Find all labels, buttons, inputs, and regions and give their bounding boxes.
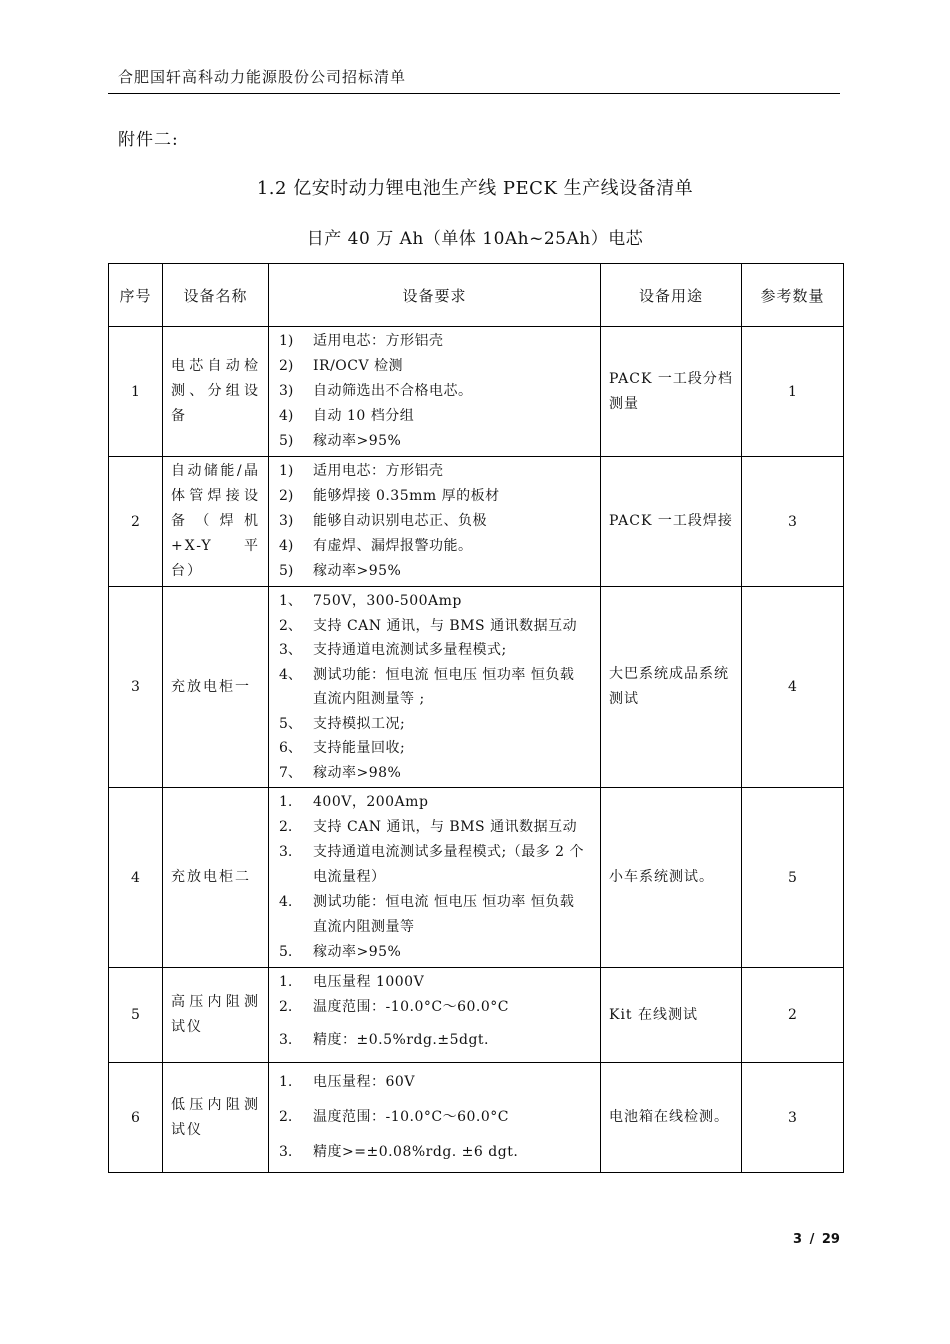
requirement-item: 4) 有虚焊、漏焊报警功能。: [279, 538, 473, 554]
table-header-row: [109, 264, 844, 327]
row-number: 5: [109, 968, 163, 1063]
row-number: 1: [109, 327, 163, 457]
equipment-name: 高压内阻测试仪: [163, 968, 269, 1063]
requirement-item: 4、 测试功能：恒电流 恒电压 恒功率 恒负载 直流内阻测量等 ;: [279, 666, 575, 707]
header-qty: 参考数量: [742, 264, 844, 327]
requirement-item: 3) 能够自动识别电芯正、负极: [279, 513, 487, 529]
requirement-item: 1. 电压量程 1000V: [279, 974, 425, 990]
requirement-item: 3) 自动筛选出不合格电芯。: [279, 383, 473, 399]
requirement-item: 3. 精度：±0.5%rdg.±5dgt.: [279, 1032, 490, 1048]
table-row: [109, 968, 844, 1063]
header-name: 设备名称: [163, 264, 269, 327]
equipment-use: 电池箱在线检测。: [601, 1063, 742, 1173]
header-requirements: 设备要求: [269, 264, 601, 327]
requirement-item: 4) 自动 10 档分组: [279, 408, 415, 424]
reference-quantity: 3: [742, 1063, 844, 1173]
header-use: 设备用途: [601, 264, 742, 327]
requirement-item: 1) 适用电芯：方形铝壳: [279, 333, 444, 349]
page-number: 3 / 29: [793, 1232, 840, 1247]
reference-quantity: 3: [742, 457, 844, 587]
requirement-item: 1) 适用电芯：方形铝壳: [279, 463, 444, 479]
requirement-item: 5. 稼动率>95%: [279, 944, 402, 960]
row-number: 2: [109, 457, 163, 587]
requirements-cell: [269, 457, 601, 587]
requirement-item: 2. 支持 CAN 通讯，与 BMS 通讯数据互动: [279, 819, 578, 835]
reference-quantity: 2: [742, 968, 844, 1063]
equipment-use: 小车系统测试。: [601, 788, 742, 968]
requirement-item: 5) 稼动率>95%: [279, 563, 402, 579]
equipment-use: Kit 在线测试: [601, 968, 742, 1063]
requirement-item: 4. 测试功能：恒电流 恒电压 恒功率 恒负载 直流内阻测量等: [279, 894, 575, 935]
requirements-cell: [269, 1063, 601, 1173]
equipment-use: PACK 一工段焊接: [601, 457, 742, 587]
attachment-label: 附件二:: [118, 130, 179, 150]
requirement-item: 3、 支持通道电流测试多量程模式;: [279, 642, 507, 658]
requirement-item: 6、 支持能量回收;: [279, 740, 406, 756]
equipment-name: 充放电柜二: [163, 788, 269, 968]
requirement-item: 2) 能够焊接 0.35mm 厚的板材: [279, 488, 500, 504]
equipment-name: 充放电柜一: [163, 587, 269, 788]
row-number: 4: [109, 788, 163, 968]
equipment-name: 自动储能/晶体管焊接设备（焊机+X-Y 平台）: [163, 457, 269, 587]
requirement-item: 1. 电压量程：60V: [279, 1074, 415, 1090]
table-row: [109, 587, 844, 788]
row-number: 3: [109, 587, 163, 788]
equipment-use: 大巴系统成品系统测试: [601, 587, 742, 788]
requirements-cell: [269, 968, 601, 1063]
requirements-cell: [269, 788, 601, 968]
equipment-name: 电芯自动检测、分组设备: [163, 327, 269, 457]
table-row: [109, 1063, 844, 1173]
document-header: 合肥国轩高科动力能源股份公司招标清单: [118, 68, 407, 86]
requirement-item: 1. 400V，200Amp: [279, 794, 429, 810]
equipment-table: [108, 263, 844, 1173]
requirement-item: 3. 精度>=±0.08%rdg. ±6 dgt.: [279, 1144, 519, 1160]
equipment-use: PACK 一工段分档测量: [601, 327, 742, 457]
table-row: [109, 788, 844, 968]
reference-quantity: 4: [742, 587, 844, 788]
requirements-cell: [269, 587, 601, 788]
row-number: 6: [109, 1063, 163, 1173]
requirement-item: 2. 温度范围：-10.0°C～60.0°C: [279, 1109, 509, 1125]
requirement-item: 2、 支持 CAN 通讯，与 BMS 通讯数据互动: [279, 617, 578, 634]
requirement-item: 5、 支持模拟工况;: [279, 715, 406, 732]
header-divider: [108, 93, 840, 94]
document-title: 1.2 亿安时动力锂电池生产线 PECK 生产线设备清单: [256, 178, 694, 199]
reference-quantity: 1: [742, 327, 844, 457]
requirement-item: 1、 750V，300-500Amp: [279, 593, 462, 609]
requirements-cell: [269, 327, 601, 457]
header-no: 序号: [109, 264, 163, 327]
requirement-item: 7、 稼动率>98%: [279, 764, 402, 781]
reference-quantity: 5: [742, 788, 844, 968]
table-row: [109, 457, 844, 587]
requirement-item: 2. 温度范围：-10.0°C～60.0°C: [279, 999, 509, 1015]
requirement-item: 3. 支持通道电流测试多量程模式;（最多 2 个电流量程）: [279, 844, 585, 885]
requirement-item: 2) IR/OCV 检测: [279, 358, 404, 374]
document-subtitle: 日产 40 万 Ah（单体 10Ah~25Ah）电芯: [306, 229, 644, 249]
requirement-item: 5) 稼动率>95%: [279, 433, 402, 449]
table-row: [109, 327, 844, 457]
equipment-name: 低压内阻测试仪: [163, 1063, 269, 1173]
